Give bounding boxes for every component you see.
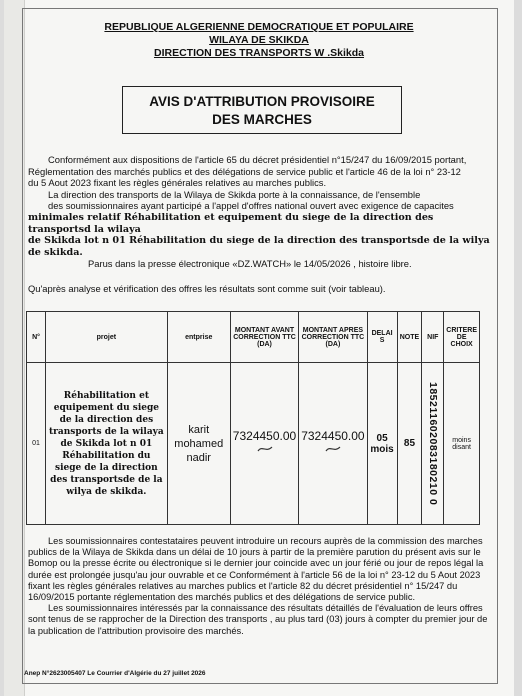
intro-line: Réglementation des marchés publics et des délégations de service public et l'article 46 de la loi n° 23-12 bbox=[28, 165, 461, 177]
intro-line: des soumissionnaires ayant participé a l'appel d'offres national ouvert avec exigence de capacites bbox=[48, 200, 454, 212]
cell-delai: 05 mois bbox=[367, 363, 397, 525]
cell-montant-apres bbox=[299, 363, 367, 525]
cell-critere: moins disant bbox=[444, 363, 480, 525]
closing-paragraph-1: Les soumissionnaires contestataires peuvent introduire un recours auprès de la commission des marches publics de la Wilaya de Skikda dans un délai de 10 jours à partir de la première parution du présent avis sur le Bomop ou la presse écrite ou électronique si le dernier jour coincide avec un jour férié ou jour de repos légal la durée est prolongée jusqu'au jour ouvrable et ce Conformément à l'article 56 de la loi n° 23-12 du 5 Aout 2023 fixant les règles générales relatives au marches publics et l'article 82 du décret présidentiel n° 15/247 du 16/09/2015 portante réglementation des marchés publics et des délégations de service public. bbox=[28, 536, 484, 603]
cell-note: 85 bbox=[397, 363, 422, 525]
col-header-montant-apres: MONTANT APRES CORRECTION TTC (DA) bbox=[299, 312, 367, 363]
closing-paragraphs bbox=[28, 536, 490, 637]
montant-apres-value: 7324450.00 bbox=[301, 429, 365, 443]
header-line-1: REPUBLIQUE ALGERIENNE DEMOCRATIQUE ET POPULAIRE bbox=[104, 21, 414, 33]
intro-line-bold: de Skikda lot n 01 Réhabilitation du siege de la direction des transportsde de la wilya de skikda. bbox=[28, 235, 490, 258]
cell-num: 01 bbox=[27, 363, 46, 525]
header bbox=[24, 21, 494, 60]
footer: Anep N°2623005407 Le Courrier d'Algérie du 27 juillet 2026 bbox=[24, 670, 206, 677]
montant-avant-value: 7324450.00 bbox=[232, 429, 297, 443]
intro-line: La direction des transports de la Wilaya de Skikda porte à la connaissance, de l'ensemble bbox=[48, 188, 421, 200]
intro-line-bold: minimales relatif Réhabilitation et equipement du siege de la direction des transportsd la wilaya bbox=[28, 211, 434, 235]
intro-line: Conformément aux dispositions de l'article 65 du décret présidentiel n°15/247 du 16/09/2015 portant, bbox=[48, 154, 467, 165]
handwritten-mark-icon bbox=[324, 443, 342, 455]
newspaper-page bbox=[4, 0, 514, 696]
col-header-entreprise: entprise bbox=[167, 312, 230, 363]
col-header-critere: CRITERE DE CHOIX bbox=[444, 312, 480, 363]
col-header-note: NOTE bbox=[397, 312, 422, 363]
cell-montant-avant bbox=[230, 363, 298, 525]
results-table bbox=[26, 311, 480, 525]
col-header-num: N° bbox=[27, 312, 46, 363]
closing-paragraph-2: Les soumissionnaires intéressés par la connaissance des résultats détaillés de l'évaluation de leurs offres sont tenus de se rapprocher de la Direction des transports , au plus tard (03) jours à compter du premier jour de la publication de l'attribution provisoire des marchés. bbox=[28, 603, 488, 636]
col-header-montant-avant: MONTANT AVANT CORRECTION TTC (DA) bbox=[230, 312, 298, 363]
handwritten-mark-icon bbox=[256, 443, 274, 455]
cell-nif: 185211602083180210 0 bbox=[422, 363, 444, 525]
cell-entreprise: karit mohamed nadir bbox=[167, 363, 230, 525]
cell-projet: Réhabilitation et equipement du siege de la direction des transports de la wilaya de Skikda lot n 01 Réhabilitation du siege de la direction des transportsde de la wilya de skikda. bbox=[46, 363, 168, 525]
col-header-nif: NIF bbox=[422, 312, 444, 363]
table-row bbox=[27, 363, 480, 525]
title-box bbox=[122, 86, 402, 134]
title-line-2: DES MARCHES bbox=[212, 112, 312, 127]
header-line-2: WILAYA DE SKIKDA bbox=[209, 34, 309, 46]
intro-line: du 5 Aout 2023 fixant les règles générales relatives au marches publics. bbox=[28, 177, 327, 189]
col-header-projet: projet bbox=[46, 312, 168, 363]
table-header-row bbox=[27, 312, 480, 363]
intro-paragraph bbox=[28, 154, 492, 270]
header-line-3: DIRECTION DES TRANSPORTS W .Skikda bbox=[153, 47, 365, 59]
analysis-text: Qu'après analyse et vérification des offres les résultats sont comme suit (voir tableau). bbox=[28, 283, 386, 294]
intro-line: Parus dans la presse électronique «DZ.WATCH» le 14/05/2026 , histoire libre. bbox=[88, 258, 412, 270]
col-header-delai: DELAI S bbox=[367, 312, 397, 363]
title-line-1: AVIS D'ATTRIBUTION PROVISOIRE bbox=[149, 94, 375, 109]
